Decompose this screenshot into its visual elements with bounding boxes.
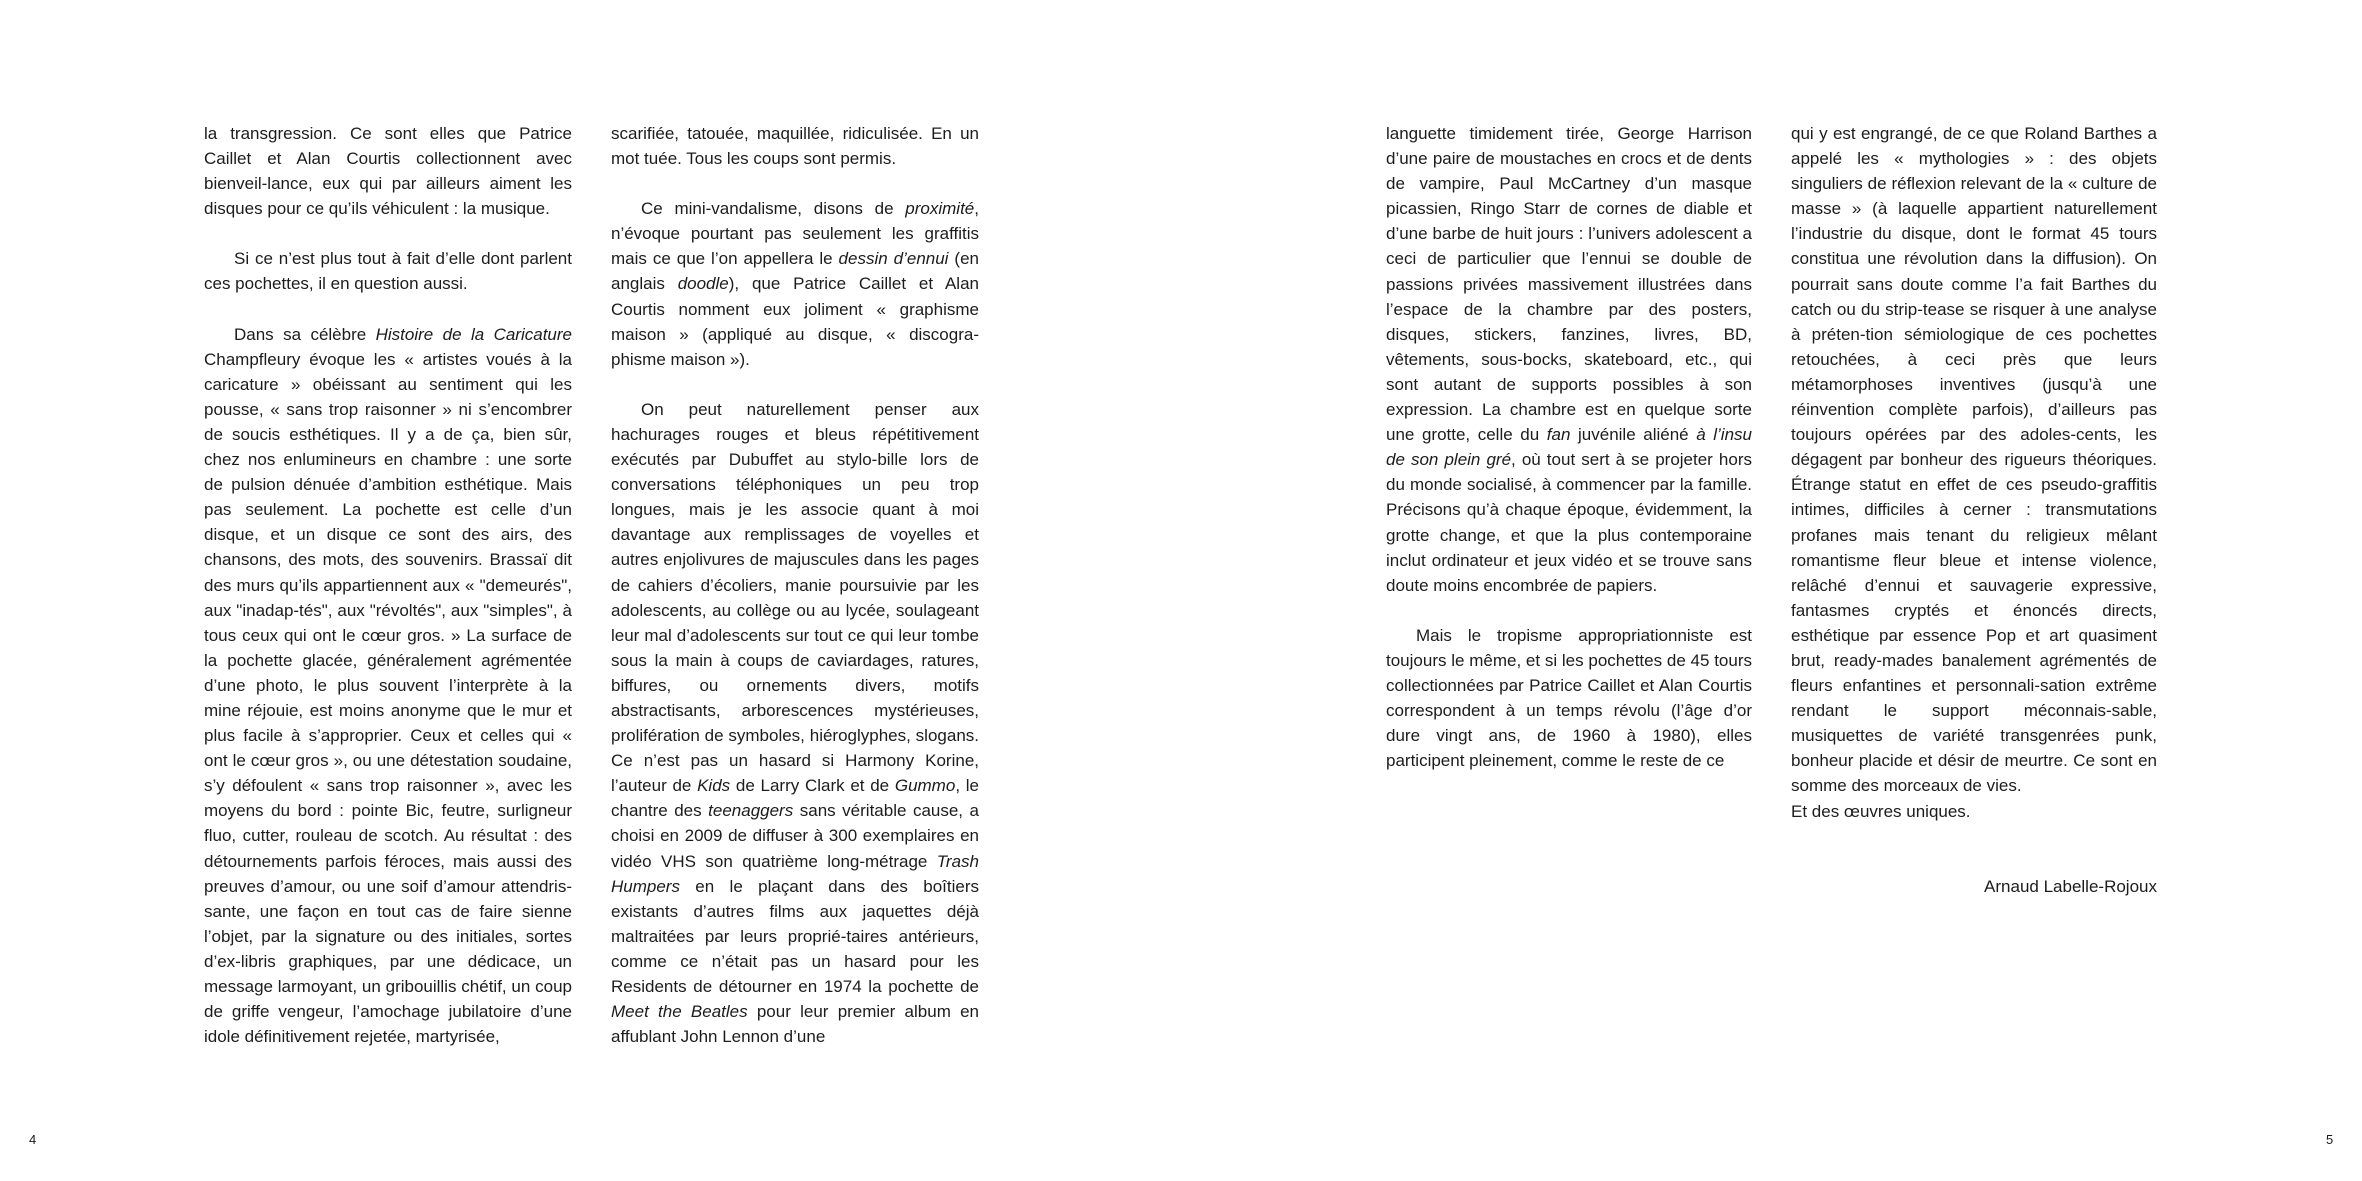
paragraph: la transgression. Ce sont elles que Patrice Caillet et Alan Courtis collectionnent avec bienveil-lance, eux qui par ailleurs aiment les disques pour ce qu’ils véhiculent : la musique. [204, 124, 572, 219]
page-number-right: 5 [2326, 1132, 2334, 1147]
paragraph: qui y est engrangé, de ce que Roland Barthes a appelé les « mythologies » : des objets singuliers de réflexion relevant de la « culture de masse » (à laquelle appartient naturellement l’industrie du disque, dont le format 45 tours constitua une révolution dans la diffusion). On pourrait sans doute comme l’a fait Barthes du catch ou du strip-tease se risquer à une analyse à préten-tion sémiologique de ces pochettes retouchées, à ceci près que leurs métamorphoses inventives (jusqu’à une réinvention complète parfois), d’ailleurs pas toujours opérées par des adoles-cents, les dégagent par bonheur des rigueurs théoriques. Étrange statut en effet de ces pseudo-graffitis intimes, difficiles à cerner : transmutations profanes mais tenant du religieux mêlant romantisme fleur bleue et intense violence, relâché d’ennui et sauvagerie expressive, fantasmes cryptés et énoncés directs, esthétique par essence Pop et art quasiment brut, ready-mades banalement agrémentés de fleurs enfantines et personnali-sation extrême rendant le support méconnais-sable, musiquettes de variété transgenrées punk, bonheur placide et désir de meurtre. Ce sont en somme des morceaux de vies. [1791, 124, 2157, 796]
emphasis: teenaggers [708, 801, 794, 821]
paragraph: Ce mini-vandalisme, disons de proximité, n’évoque pourtant pas seulement les graffitis mais ce que l’on appellera le dessin d’ennui (en anglais doodle), que Patrice Caillet et Alan Courtis nomment eux joliment « graphisme maison » (appliqué au disque, « discogra-phisme maison »). [611, 199, 979, 369]
text-column-4 [1791, 121, 2157, 924]
film-title: Kids [697, 776, 731, 796]
paragraph: scarifiée, tatouée, maquillée, ridiculisée. En un mot tuée. Tous les coups sont permis. [611, 124, 979, 169]
text-column-2 [611, 121, 979, 1049]
paragraph: On peut naturellement penser aux hachurages rouges et bleus répétitivement exécutés par Dubuffet au stylo-bille lors de conversations téléphoniques un peu trop longues, mais je les associe quant à moi davantage aux remplissages de voyelles et autres enjolivures de majuscules dans les pages de cahiers d’écoliers, manie poursuivie par les adolescents, au collège ou au lycée, soulageant leur mal d’adolescents sur tout ce qui leur tombe sous la main à coups de caviardages, ratures, biffures, ou ornements divers, motifs abstractisants, arborescences mystérieuses, prolifération de symboles, hiéroglyphes, slogans. Ce n’est pas un hasard si Harmony Korine, l’auteur de Kids de Larry Clark et de Gummo, le chantre des teenaggers sans véritable cause, a choisi en 2009 de diffuser à 300 exemplaires en vidéo VHS son quatrième long-métrage Trash Humpers en le plaçant dans des boîtiers existants d’autres films aux jaquettes déjà maltraitées par leurs proprié-taires antérieurs, comme ce n’était pas un hasard pour les Residents de détourner en 1974 la pochette de Meet the Beatles pour leur premier album en affublant John Lennon d’une [611, 399, 980, 1047]
film-title: Gummo [894, 776, 956, 796]
page-number-left: 4 [29, 1132, 37, 1147]
text-column-1 [204, 121, 572, 1049]
paragraph: Et des œuvres uniques. [1791, 801, 1971, 821]
paragraph: languette timidement tirée, George Harrison d’une paire de moustaches en crocs et de dents de vampire, Paul McCartney d’un masque picassien, Ringo Starr de cornes de diable et d’une barbe de huit jours : l’univers adolescent a ceci de particulier que l’ennui se double de passions privées massivement illustrées dans l’espace de la chambre par des posters, disques, stickers, fanzines, livres, BD, vêtements, sous-bocks, skateboard, etc., qui sont autant de supports possibles à son expression. La chambre est en quelque sorte une grotte, celle du fan juvénile aliéné à l’insu de son plein gré, où tout sert à se projeter hors du monde socialisé, à commencer par la famille. Précisons qu’à chaque époque, évidemment, la grotte change, et que la plus contemporaine inclut ordinateur et jeux vidéo et se trouve sans doute moins encombrée de papiers. [1386, 124, 1752, 595]
emphasis: à l’insu de son plein gré [1386, 425, 1752, 470]
text-column-3 [1386, 121, 1752, 773]
author-signature: Arnaud Labelle-Rojoux [1984, 876, 2157, 896]
paragraph: Si ce n’est plus tout à fait d’elle dont parlent ces pochettes, il en question aussi. [204, 249, 572, 294]
book-title: Histoire de la Caricature [375, 324, 572, 344]
paragraph: Dans sa célèbre Histoire de la Caricature Champfleury évoque les « artistes voués à la caricature » obéissant au sentiment qui les pousse, « sans trop raisonner » ni s’encombrer de soucis esthétiques. Il y a de ça, bien sûr, chez nos enlumineurs en chambre : une sorte de pulsion dénuée d’ambition esthétique. Mais pas seulement. La pochette est celle d’un disque, et un disque ce sont des airs, des chansons, des mots, des souvenirs. Brassaï dit des murs qu’ils appartiennent aux « "demeurés", aux "inadap-tés", aux "révoltés", aux "simples", à tous ceux qui ont le cœur gros. » La surface de la pochette glacée, généralement agrémentée d’une photo, le plus souvent l’interprète à la mine réjouie, est moins anonyme que le mur et plus facile à s’approprier. Ceux et celles qui « ont le cœur gros », ou une détestation soudaine, s’y défoulent « sans trop raisonner », avec les moyens du bord : pointe Bic, feutre, surligneur fluo, cutter, rouleau de scotch. Au résultat : des détournements parfois féroces, mais aussi des preuves d’amour, ou une soif d’amour attendris-sante, une façon en tout cas de faire sienne l’objet, par la signature ou des initiales, sortes d’ex-libris graphiques, par une dédicace, un message larmoyant, un gribouillis chétif, un coup de griffe vengeur, l’amochage jubilatoire d’une idole définitivement rejetée, martyrisée, [204, 324, 572, 1047]
album-title: Meet the Beatles [611, 1002, 748, 1022]
film-title: Trash Humpers [611, 851, 979, 896]
emphasis: proximité [905, 199, 975, 219]
emphasis: dessin d’ennui [838, 249, 949, 269]
emphasis: doodle [677, 274, 729, 294]
paragraph: Mais le tropisme appropriationniste est toujours le même, et si les pochettes de 45 tours collectionnées par Patrice Caillet et Alan Courtis correspondent à un temps révolu (l’âge d’or dure vingt ans, de 1960 à 1980), elles participent pleinement, comme le reste de ce [1386, 625, 1752, 771]
emphasis: fan [1546, 425, 1571, 445]
